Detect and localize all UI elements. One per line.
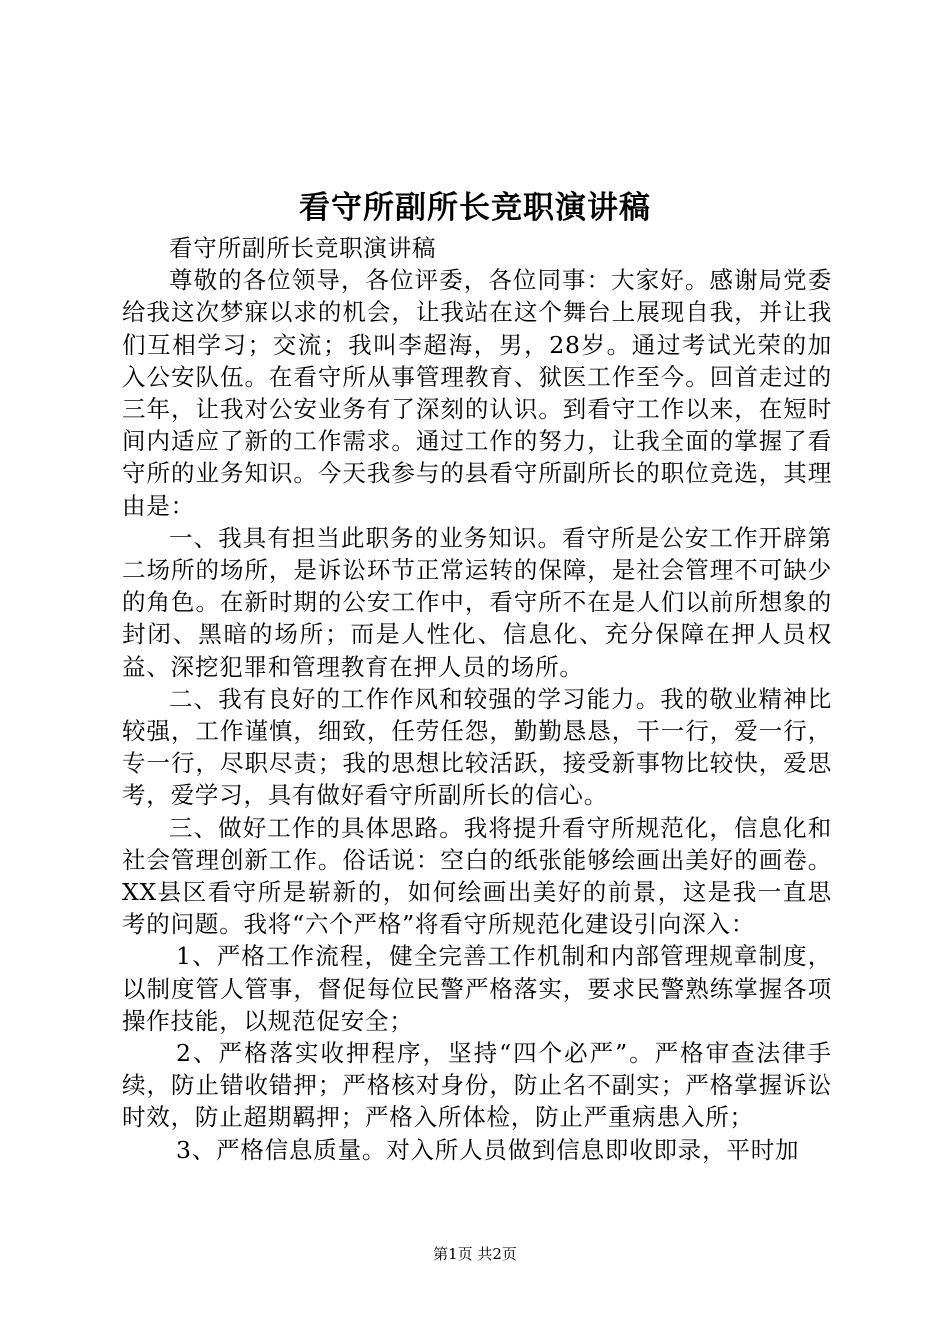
paragraph-subtitle: 看守所副所长竞职演讲稿: [169, 234, 437, 262]
paragraph-reason-one: 一、我具有担当此职务的业务知识。看守所是公安工作开辟第二场所的场所，是诉讼环节正常运转的保障，是社会管理不可缺少的角色。在新时期的公安工作中，看守所不在是人们以前所想象的封闭、黑暗的场所；而是人性化、信息化、充分保障在押人员权益、深挖犯罪和管理教育在押人员的场所。: [122, 523, 832, 681]
paragraph-item-one: 1、严格工作流程，健全完善工作机制和内部管理规章制度，以制度管人管事，督促每位民警严格落实，要求民警熟练掌握各项操作技能，以规范促安全；: [122, 942, 832, 1035]
page-footer: 第1页 共2页: [433, 1245, 517, 1263]
paragraph-item-two: 2、严格落实收押程序，坚持“四个必严”。严格审查法律手续，防止错收错押；严格核对身份，防止名不副实；严格掌握诉讼时效，防止超期羁押；严格入所体检，防止严重病患入所；: [122, 1039, 832, 1132]
paragraph-reason-two: 二、我有良好的工作作风和较强的学习能力。我的敬业精神比较强，工作谨慎，细致，任劳任怨，勤勤恳恳，干一行，爱一行，专一行，尽职尽责；我的思想比较活跃，接受新事物比较快，爱思考，爱学习，具有做好看守所副所长的信心。: [122, 684, 832, 810]
paragraph-reason-three: 三、做好工作的具体思路。我将提升看守所规范化，信息化和社会管理创新工作。俗话说：空白的纸张能够绘画出美好的画卷。XX县区看守所是崭新的，如何绘画出美好的前景，这是我一直思考的问题。我将“六个严格”将看守所规范化建设引向深入：: [122, 813, 832, 939]
paragraph-greeting: 尊敬的各位领导，各位评委，各位同事：大家好。感谢局党委给我这次梦寐以求的机会，让我站在这个舞台上展现自我，并让我们互相学习；交流；我叫李超海，男，28岁。通过考试光荣的加入公安队伍。在看守所从事管理教育、狱医工作至今。回首走过的三年，让我对公安业务有了深刻的认识。到看守工作以来，在短时间内适应了新的工作需求。通过工作的努力，让我全面的掌握了看守所的业务知识。今天我参与的县看守所副所长的职位竞选，其理由是：: [122, 266, 832, 520]
document-title: 看守所副所长竞职演讲稿: [299, 190, 651, 226]
document-body: [122, 232, 832, 1166]
paragraph-item-three: 3、严格信息质量。对入所人员做到信息即收即录，平时加: [176, 1135, 800, 1164]
